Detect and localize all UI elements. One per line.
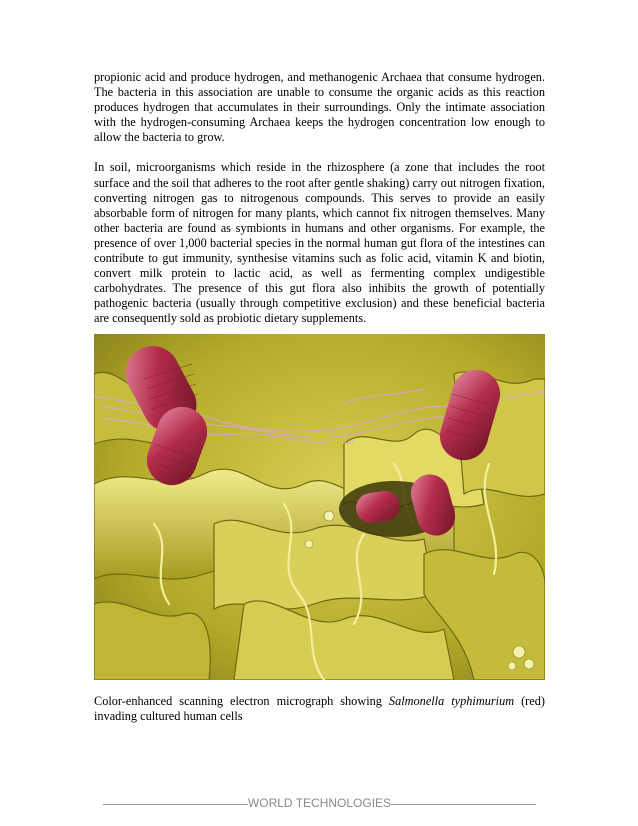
body-paragraph: In soil, microorganisms which reside in the rhizosphere (a zone that includes the root surface and the soil that adheres to the root after gentle shaking) carry out nitrogen fixation, converting nitrogen gas to nitrogenous compounds. This serves to provide an easily absorbable form of nitrogen for many plants, which cannot fix nitrogen themselves. Many other bacteria are found as symbionts in humans and other organisms. For example, the presence of over 1,000 bacterial species in the normal human gut flora of the intestines can contribute to gut immunity, synthesise vitamins such as folic acid, vitamin K and biotin, convert milk protein to lactic acid, as well as fermenting complex undigestible carbohydrates. The presence of this gut flora also inhibits the growth of potentially pathogenic bacteria (usually through competitive exclusion) and these beneficial bacteria are consequently sold as probiotic dietary supplements. xyxy=(94,160,545,326)
footer-rule-right xyxy=(391,804,536,805)
figure-caption xyxy=(94,694,545,724)
page-content xyxy=(94,70,545,327)
micrograph-image xyxy=(94,334,545,680)
footer-label: WORLD TECHNOLOGIES xyxy=(247,796,392,810)
page-footer xyxy=(94,796,545,810)
caption-prefix: Color-enhanced scanning electron micrograph showing xyxy=(94,694,389,708)
caption-species: Salmonella typhimurium xyxy=(388,694,515,708)
caption-suffix: (red) invading cultured human cells xyxy=(94,694,545,724)
footer-rule-left xyxy=(103,804,248,805)
body-paragraph: propionic acid and produce hydrogen, and methanogenic Archaea that consume hydrogen. The bacteria in this association are unable to consume the organic acids as this reaction produces hydrogen that accumulates in their surroundings. Only the intimate association with the hydrogen-consuming Archaea keeps the hydrogen concentration low enough to allow the bacteria to grow. xyxy=(94,70,545,145)
